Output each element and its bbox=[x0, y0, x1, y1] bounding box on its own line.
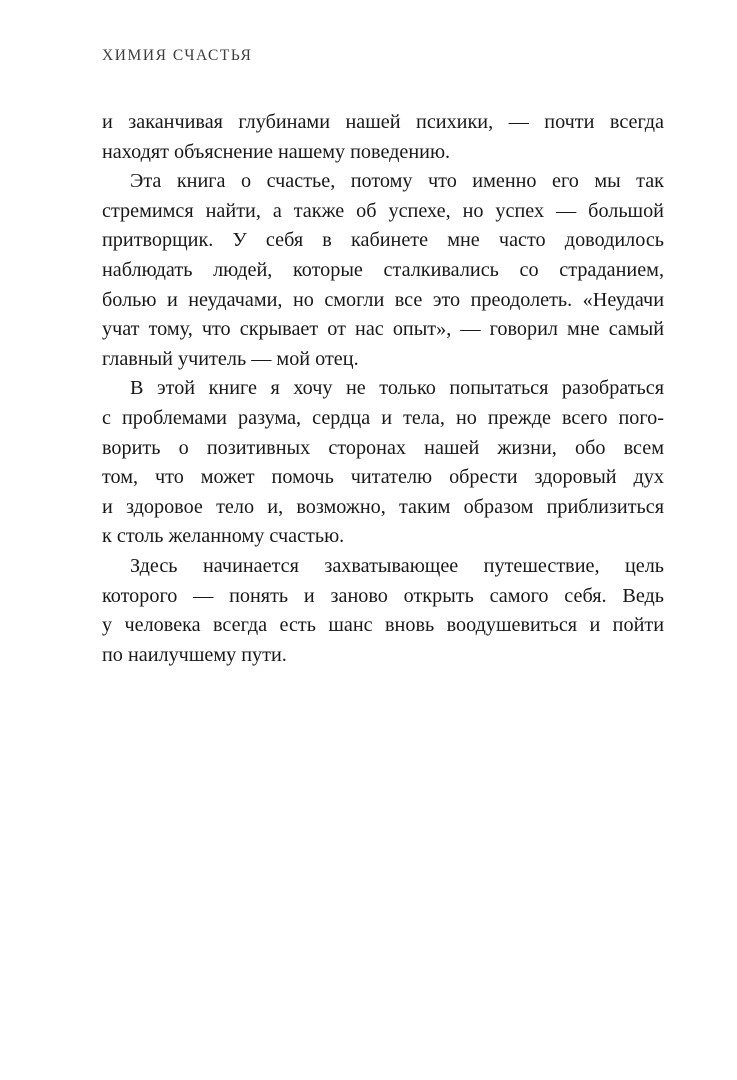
text-line: и здоровое тело и, возможно, таким образом приблизиться bbox=[102, 495, 664, 518]
text-line: наблюдать людей, которые сталкивались со страданием, bbox=[102, 258, 664, 281]
paragraph-1 bbox=[102, 108, 664, 167]
text-line: В этой книге я хочу не только попытаться разобраться bbox=[130, 377, 664, 400]
text-line: стремимся найти, а также об успехе, но успех — большой bbox=[102, 199, 664, 222]
body-text-block bbox=[102, 108, 664, 670]
text-line: главный учитель — мой отец. bbox=[102, 347, 359, 370]
text-line: учат тому, что скрывает от нас опыт», — говорил мне самый bbox=[102, 318, 664, 341]
text-line: по наилучшему пути. bbox=[102, 643, 287, 666]
text-line: с проблемами разума, сердца и тела, но прежде всего пого- bbox=[102, 406, 664, 429]
paragraph-2 bbox=[102, 167, 664, 374]
paragraph-4 bbox=[102, 552, 664, 670]
paragraph-3 bbox=[102, 374, 664, 552]
text-line: притворщик. У себя в кабинете мне часто доводилось bbox=[102, 229, 664, 252]
text-line: ворить о позитивных сторонах нашей жизни, обо всем bbox=[102, 436, 664, 459]
text-line: Здесь начинается захватывающее путешествие, цель bbox=[130, 554, 664, 577]
text-line: к столь желанному счастью. bbox=[102, 525, 345, 548]
text-line: Эта книга о счастье, потому что именно его мы так bbox=[130, 170, 664, 193]
text-line: находят объяснение нашему поведению. bbox=[102, 140, 451, 163]
text-line: том, что может помочь читателю обрести здоровый дух bbox=[102, 466, 664, 489]
text-line: болью и неудачами, но смогли все это преодолеть. «Неудачи bbox=[102, 288, 664, 311]
text-line: и заканчивая глубинами нашей психики, — почти всегда bbox=[102, 111, 664, 133]
text-line: которого — понять и заново открыть самого себя. Ведь bbox=[102, 584, 664, 607]
running-header-title: ХИМИЯ СЧАСТЬЯ bbox=[102, 47, 253, 64]
text-line: у человека всегда есть шанс вновь воодушевиться и пойти bbox=[102, 614, 664, 637]
